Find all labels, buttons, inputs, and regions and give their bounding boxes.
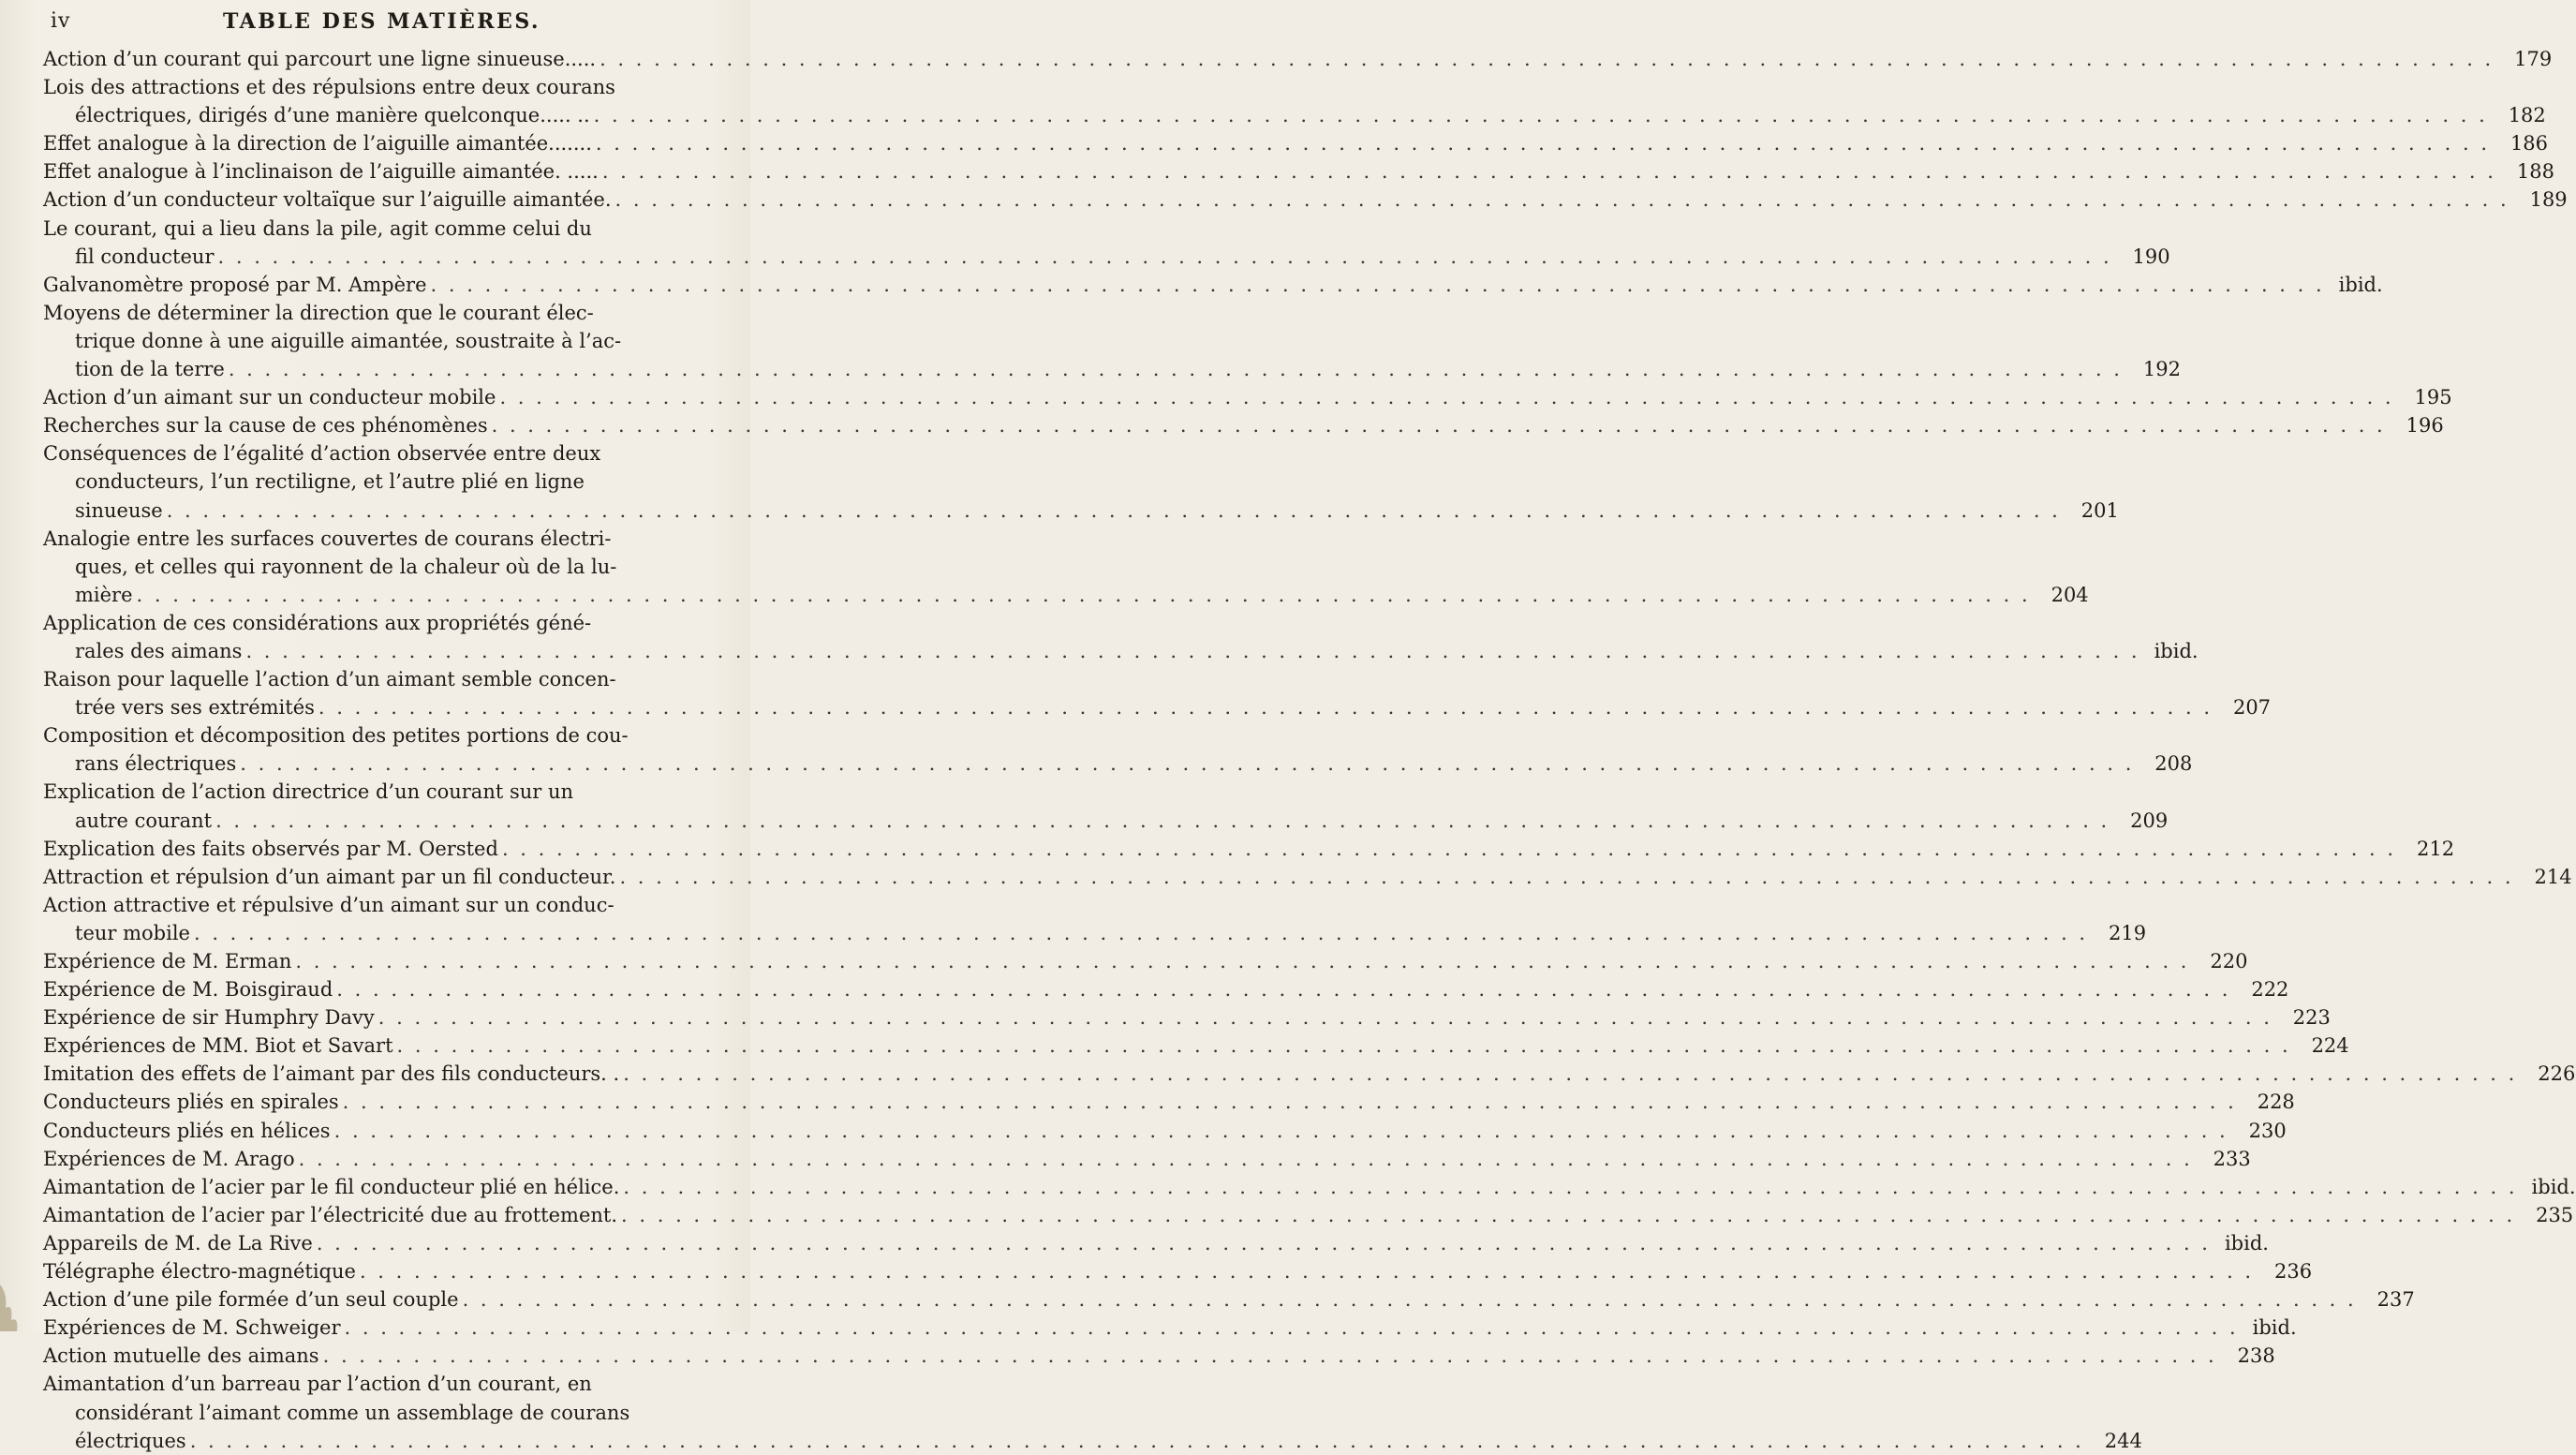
toc-entry-text: Action d’une pile formée d’un seul couple (43, 1288, 459, 1312)
toc-entry (43, 1145, 2251, 1173)
toc-entry-text: conducteurs, l’un rectiligne, et l’autre plié en ligne (75, 470, 585, 494)
toc-page-number: 233 (2213, 1147, 2251, 1170)
toc-entry-text: Appareils de M. de La Rive (43, 1231, 313, 1255)
toc-entry (43, 1003, 2331, 1032)
toc-entry (43, 609, 2198, 665)
toc-entry-line (43, 271, 2383, 299)
toc-entry-line (43, 1117, 2287, 1145)
toc-page-number: ibid. (2154, 639, 2198, 662)
toc-entry-text: Action d’un conducteur voltaïque sur l’aiguille aimantée. (43, 188, 612, 212)
toc-page-number: 219 (2109, 921, 2147, 944)
toc-entry-text: autre courant (75, 809, 213, 832)
toc-entry-text: Expérience de M. Erman (43, 950, 292, 972)
toc-entry-line (43, 215, 710, 243)
toc-page-number: 226 (2538, 1062, 2576, 1086)
toc-entry-line (43, 45, 2553, 73)
dot-leader (339, 1088, 2237, 1116)
toc-entry-line (43, 637, 2198, 665)
toc-entry-line (43, 355, 2181, 383)
toc-entry-line (43, 299, 710, 327)
toc-entry-line (43, 975, 2289, 1003)
toc-entry-text: Action mutuelle des aimans (43, 1344, 319, 1368)
toc-entry-text: Expériences de M. Arago (43, 1147, 295, 1170)
toc-entry (43, 778, 2169, 834)
toc-entry-text: rales des aimans (75, 639, 243, 662)
toc-entry (43, 45, 2553, 73)
dot-leader (488, 411, 2386, 439)
toc-entry (43, 411, 2444, 439)
dot-leader (599, 157, 2496, 186)
toc-entry-line (43, 807, 2169, 835)
toc-page-number: 224 (2311, 1034, 2349, 1058)
dot-leader (295, 1145, 2193, 1173)
toc-entry (43, 1285, 2415, 1314)
dot-leader (291, 947, 2189, 975)
dot-leader (615, 863, 2513, 891)
toc-entry (43, 1060, 2576, 1088)
toc-page-number: 190 (2132, 245, 2170, 268)
toc-page-number: ibid. (2338, 273, 2383, 296)
running-title: TABLE DES MATIÈRES. (223, 9, 541, 34)
toc-entry-text: mière (75, 583, 133, 606)
dot-leader (612, 186, 2509, 214)
toc-entry-line (43, 1145, 2251, 1173)
toc-entry-text: Imitation des effets de l’aimant par des fils conducteurs. . (43, 1062, 620, 1086)
toc-entry-line (43, 73, 710, 101)
toc-page-number: 201 (2080, 498, 2119, 522)
toc-entry-line (43, 497, 2119, 525)
toc-entry-text: Expérience de M. Boisgiraud (43, 978, 333, 1002)
toc-page-number: 244 (2104, 1429, 2142, 1452)
toc-page-number: 182 (2508, 104, 2546, 127)
toc-page-number: 228 (2257, 1091, 2295, 1114)
toc-entry (43, 891, 2147, 947)
toc-entry-text: Lois des attractions et des répulsions entre deux courans (43, 76, 615, 99)
toc-entry (43, 975, 2289, 1003)
toc-entry-line (43, 1285, 2415, 1314)
toc-entry-line (43, 439, 710, 468)
toc-entry-text: Galvanomètre proposé par M. Ampère (43, 273, 427, 296)
toc-entry-text: sinueuse (75, 498, 163, 522)
toc-entry-text: Expérience de sir Humphry Davy (43, 1006, 375, 1030)
toc-entry-text: ques, et celles qui rayonnent de la chaleur où de la lu- (75, 555, 617, 578)
dot-leader (163, 497, 2061, 525)
dot-leader (356, 1257, 2254, 1285)
toc-page-number: 212 (2416, 837, 2455, 860)
toc-entry-line (43, 1032, 2349, 1060)
toc-page-number: 236 (2274, 1260, 2313, 1284)
toc-entry (43, 73, 2546, 129)
toc-entry-text: tion de la terre (75, 358, 225, 381)
toc-entry (43, 1229, 2269, 1257)
toc-entry (43, 1201, 2574, 1229)
toc-entry-line (43, 778, 710, 806)
toc-entry (43, 721, 2193, 778)
toc-entry-text: Application de ces considérations aux propriétés géné- (43, 611, 592, 634)
toc-page-number: 192 (2142, 358, 2181, 381)
toc-entry-line (43, 157, 2554, 186)
toc-entry-text: Recherches sur la cause de ces phénomènes (43, 414, 488, 438)
toc-entry-text: Aimantation de l’acier par l’électricité due au frottement. (43, 1203, 618, 1226)
toc-entry-line (43, 1399, 710, 1427)
toc-entry-text: teur mobile (75, 921, 190, 944)
dot-leader (496, 383, 2393, 411)
toc-page-number: 195 (2414, 386, 2452, 409)
dot-leader (619, 1173, 2517, 1201)
toc-entry-text: rans électriques (75, 752, 237, 776)
toc-entry (43, 157, 2554, 186)
toc-page-number: 223 (2292, 1006, 2331, 1030)
toc-entry-text: Effet analogue à l’inclinaison de l’aiguille aimantée. ..... (43, 160, 599, 184)
dot-leader (592, 129, 2490, 157)
toc-page-number: 222 (2251, 978, 2289, 1002)
toc-entry-text: trique donne à une aiguille aimantée, soustraite à l’ac- (75, 329, 622, 352)
toc-page-number: 196 (2406, 414, 2444, 438)
toc-entry-line (43, 101, 2546, 129)
toc-page-number: 209 (2130, 809, 2169, 832)
toc-entry-line (43, 327, 710, 355)
toc-entry (43, 1257, 2313, 1285)
toc-entry-line (43, 609, 710, 637)
dot-leader (186, 1427, 2084, 1455)
toc-entry-text: Aimantation de l’acier par le fil conducteur plié en hélice. (43, 1175, 620, 1198)
dot-leader (190, 919, 2088, 947)
toc-page-number: 220 (2210, 950, 2248, 972)
toc-entry-line (43, 1257, 2313, 1285)
toc-page-number: 230 (2248, 1119, 2287, 1142)
toc-entry-line (43, 750, 2193, 778)
toc-page-number: 186 (2509, 132, 2549, 156)
toc-entry (43, 835, 2455, 863)
toc-entry-text: Raison pour laquelle l’action d’un aimant semble concen- (43, 668, 616, 691)
toc-entry (43, 186, 2568, 214)
toc-entry-text: trée vers ses extrémités (75, 696, 315, 720)
toc-page-number: 208 (2154, 752, 2193, 776)
toc-entry-line (43, 1201, 2574, 1229)
toc-entry (43, 383, 2452, 411)
dot-leader (333, 975, 2230, 1003)
dot-leader (242, 637, 2139, 665)
toc-page-number: ibid. (2531, 1175, 2576, 1198)
toc-entry-line (43, 835, 2455, 863)
table-of-contents (43, 45, 2576, 1455)
toc-entry-line (43, 1427, 2142, 1455)
dot-leader (375, 1003, 2273, 1032)
toc-page-number: 235 (2536, 1203, 2574, 1226)
toc-page-number: 214 (2534, 865, 2572, 888)
toc-entry-line (43, 919, 2147, 947)
toc-entry-line (43, 693, 2272, 721)
toc-entry (43, 439, 2119, 524)
dot-leader (212, 807, 2110, 835)
dot-leader (319, 1342, 2217, 1370)
toc-page-number: ibid. (2252, 1316, 2297, 1340)
toc-entry-line (43, 383, 2452, 411)
dot-leader (596, 45, 2494, 73)
toc-page-number: ibid. (2224, 1231, 2269, 1255)
toc-entry-text: Conséquences de l’égalité d’action observée entre deux (43, 442, 601, 466)
dot-leader (393, 1032, 2291, 1060)
dot-leader (427, 271, 2325, 299)
toc-entry-line (43, 1370, 710, 1398)
toc-entry (43, 1370, 2142, 1454)
toc-entry-line (43, 186, 2568, 214)
toc-entry (43, 1173, 2576, 1201)
toc-page-number: 238 (2237, 1344, 2275, 1368)
toc-entry-line (43, 1342, 2275, 1370)
toc-entry (43, 1117, 2287, 1145)
dot-leader (225, 355, 2123, 383)
toc-entry-text: Effet analogue à la direction de l’aiguille aimantée....... (43, 132, 592, 156)
toc-entry-text: Action d’un aimant sur un conducteur mobile (43, 386, 496, 409)
toc-entry-line (43, 1088, 2295, 1116)
dot-leader (617, 1201, 2515, 1229)
toc-entry-text: Explication des faits observés par M. Oersted (43, 837, 498, 860)
toc-entry-text: électriques, dirigés d’une manière quelconque..... .. (75, 104, 590, 127)
toc-entry-line (43, 721, 710, 750)
toc-entry (43, 129, 2549, 157)
toc-entry (43, 215, 2170, 271)
toc-entry-text: Expériences de MM. Biot et Savart (43, 1034, 393, 1058)
toc-entry-line (43, 411, 2444, 439)
toc-entry-text: Aimantation d’un barreau par l’action d’un courant, en (43, 1373, 592, 1396)
toc-page-number: 204 (2050, 583, 2089, 606)
toc-entry-text: Explication de l’action directrice d’un courant sur un (43, 780, 574, 804)
page-folio: iv (51, 9, 71, 33)
toc-page-number: 207 (2232, 696, 2272, 720)
dot-leader (331, 1117, 2228, 1145)
toc-entry-text: considérant l’aimant comme un assemblage de courans (75, 1401, 630, 1424)
toc-entry-text: Analogie entre les surfaces couvertes de courans électri- (43, 527, 612, 550)
toc-entry-line (43, 581, 2089, 609)
toc-entry-text: Attraction et répulsion d’un aimant par un fil conducteur. (43, 865, 616, 888)
toc-entry-text: fil conducteur (75, 245, 215, 268)
toc-entry-text: électriques (75, 1429, 186, 1452)
toc-page-number: 189 (2529, 188, 2568, 212)
toc-entry-text: Conducteurs pliés en spirales (43, 1091, 339, 1114)
toc-entry-line (43, 243, 2170, 271)
toc-entry (43, 947, 2248, 975)
dot-leader (459, 1285, 2357, 1314)
toc-entry-line (43, 553, 710, 581)
toc-entry (43, 863, 2572, 891)
toc-entry-line (43, 1003, 2331, 1032)
toc-entry-text: Expériences de M. Schweiger (43, 1316, 341, 1340)
toc-entry-line (43, 1314, 2297, 1342)
toc-page-number: 237 (2376, 1288, 2415, 1312)
toc-entry-line (43, 525, 710, 553)
dot-leader (341, 1314, 2239, 1342)
toc-entry-line (43, 891, 710, 919)
toc-entry-line (43, 1229, 2269, 1257)
toc-page-number: 179 (2514, 48, 2553, 70)
dot-leader (133, 581, 2031, 609)
toc-entry-line (43, 1173, 2576, 1201)
toc-entry-line (43, 665, 710, 693)
toc-entry (43, 1032, 2349, 1060)
toc-entry (43, 1088, 2295, 1116)
dot-leader (215, 243, 2112, 271)
toc-entry-text: Action attractive et répulsive d’un aimant sur un conduc- (43, 893, 614, 916)
toc-entry-text: Télégraphe électro-magnétique (43, 1260, 356, 1284)
dot-leader (590, 101, 2488, 129)
dot-leader (619, 1060, 2517, 1088)
toc-entry-text: Le courant, qui a lieu dans la pile, agit comme celui du (43, 216, 592, 240)
toc-entry (43, 1314, 2297, 1342)
toc-entry-text: Moyens de déterminer la direction que le courant élec- (43, 301, 594, 324)
dot-leader (313, 1229, 2211, 1257)
toc-entry-text: Composition et décomposition des petites portions de cou- (43, 724, 629, 748)
toc-page-number: 188 (2516, 160, 2554, 184)
toc-entry (43, 665, 2272, 721)
toc-entry (43, 271, 2383, 299)
toc-entry-text: Conducteurs pliés en hélices (43, 1119, 331, 1142)
toc-entry-line (43, 947, 2248, 975)
toc-entry-line (43, 1060, 2576, 1088)
toc-entry-line (43, 468, 710, 496)
dot-leader (498, 835, 2396, 863)
toc-entry (43, 1342, 2275, 1370)
toc-entry-text: Action d’un courant qui parcourt une ligne sinueuse..... (43, 48, 597, 70)
toc-entry-line (43, 129, 2549, 157)
margin-stain (0, 1256, 37, 1331)
dot-leader (236, 750, 2134, 778)
page-header (0, 7, 750, 37)
toc-entry (43, 299, 2181, 383)
toc-entry-line (43, 863, 2572, 891)
dot-leader (315, 693, 2213, 721)
toc-entry (43, 525, 2089, 609)
